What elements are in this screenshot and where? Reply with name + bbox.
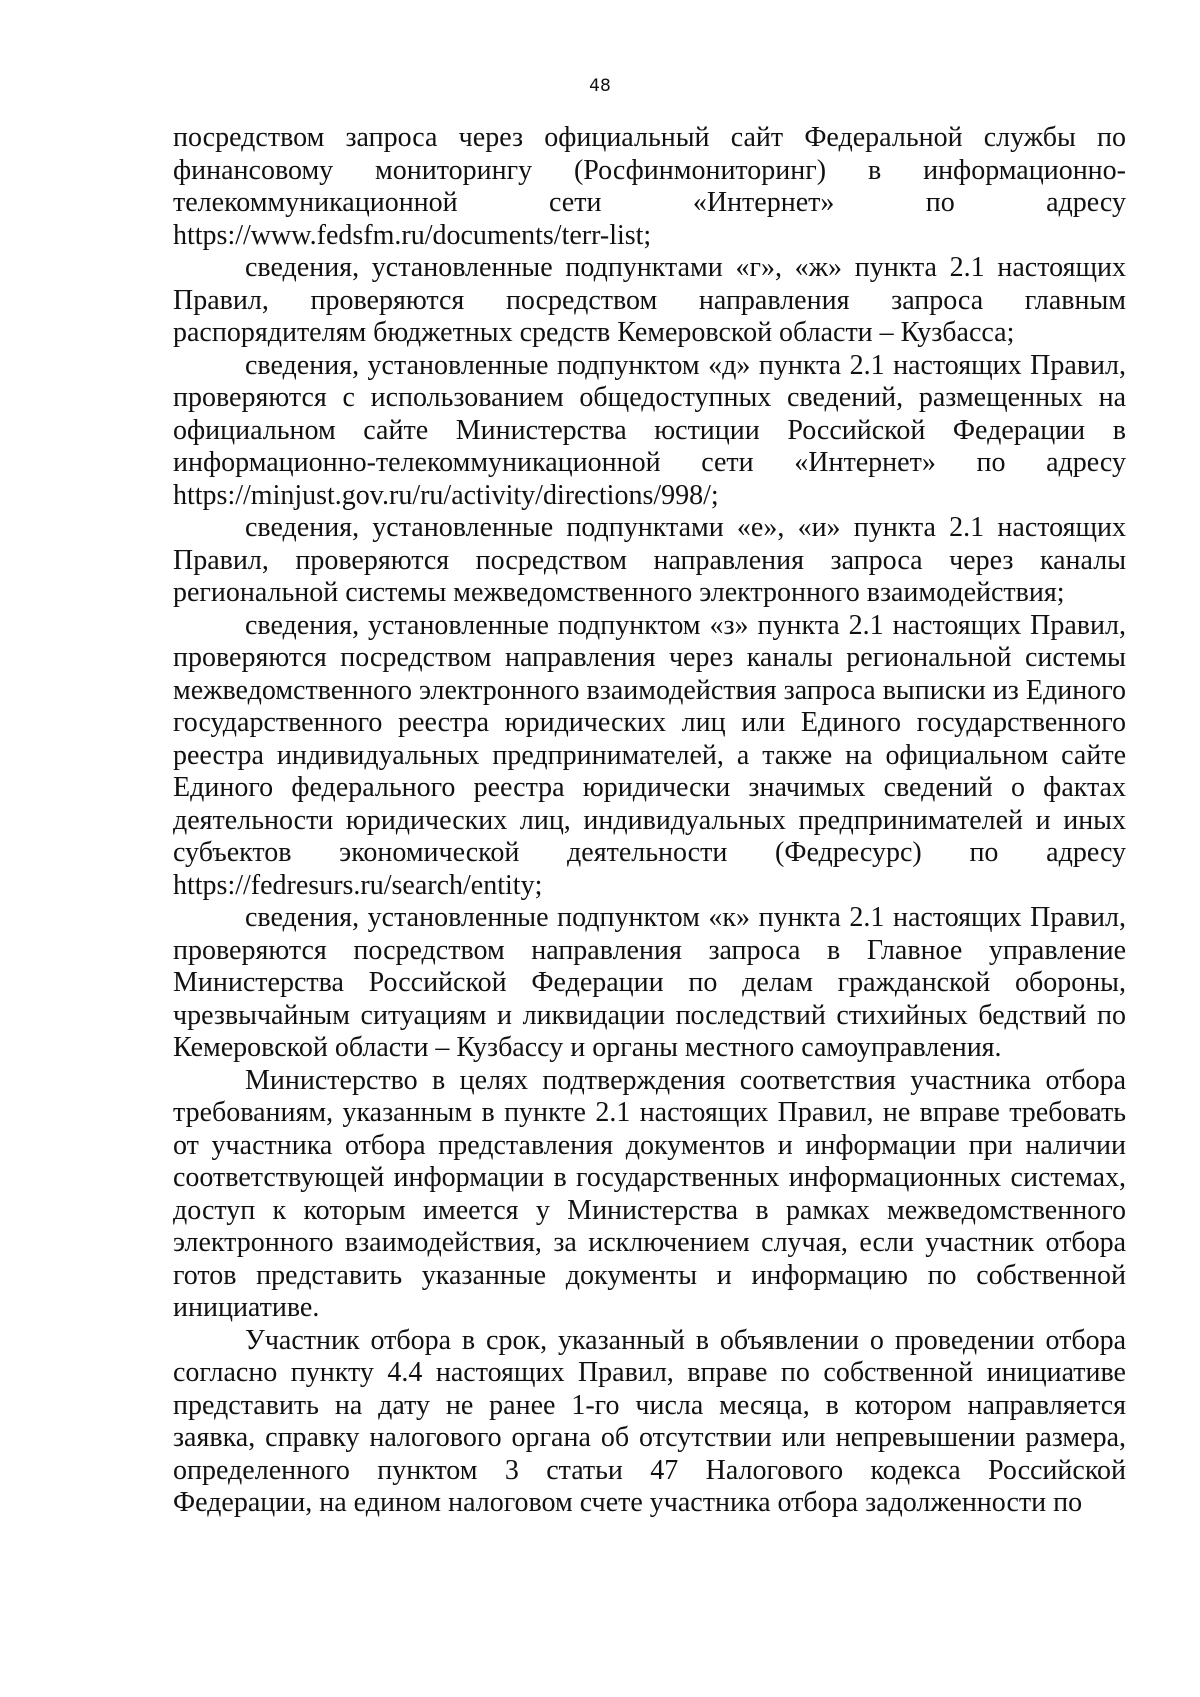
page-number: 48 [589, 76, 611, 96]
paragraph-subitems-e-i: сведения, установленные подпунктами «е», «и» пункта 2.1 настоящих Правил, проверяются посредством направления запроса через каналы региональной системы межведомственного электронного взаимодействия; [173, 512, 1126, 608]
paragraph-subitem-z: сведения, установленные подпунктом «з» пункта 2.1 настоящих Правил, проверяются посредством направления через каналы региональной системы межведомственного электронного взаимодействия запроса выписки из Единого государственного реестра юридических лиц или Единого государственного реестра индивидуальных предпринимателей, а также на официальном сайте Единого федерального реестра юридически значимых сведений о фактах деятельности юридических лиц, индивидуальных предпринимателей и иных субъектов экономической деятельности (Федресурс) по адресу https://fedresurs.ru/search/entity; [173, 609, 1126, 901]
paragraph-tax-certificate: Участник отбора в срок, указанный в объявлении о проведении отбора согласно пункту 4.4 настоящих Правил, вправе по собственной инициативе представить на дату не ранее 1-го числа месяца, в котором направляется заявка, справку налогового органа об отсутствии или непревышении размера, определенного пунктом 3 статьи 47 Налогового кодекса Российской Федерации, на едином налоговом счете участника отбора задолженности по [173, 1324, 1126, 1518]
paragraph-subitem-k: сведения, установленные подпунктом «к» пункта 2.1 настоящих Правил, проверяются посредством направления запроса в Главное управление Министерства Российской Федерации по делам гражданской обороны, чрезвычайным ситуациям и ликвидации последствий стихийных бедствий по Кемеровской области – Кузбассу и органы местного самоуправления. [173, 902, 1126, 1063]
document-body [173, 122, 1126, 1520]
paragraph-subitem-d: сведения, установленные подпунктом «д» пункта 2.1 настоящих Правил, проверяются с использованием общедоступных сведений, размещенных на официальном сайте Министерства юстиции Российской Федерации в информационно-телекоммуникационной сети «Интернет» по адресу https://minjust.gov.ru/ru/activity/directions/998/; [173, 349, 1126, 511]
paragraph-subitems-g-zh: сведения, установленные подпунктами «г», «ж» пункта 2.1 настоящих Правил, проверяются посредством направления запроса главным распорядителям бюджетных средств Кемеровской области – Кузбасса; [173, 252, 1126, 348]
paragraph-fedsfm-request: посредством запроса через официальный сайт Федеральной службы по финансовому мониторингу (Росфинмониторинг) в информационно-телекоммуникационной сети «Интернет» по адресу https://www.fedsfm.ru/documents/terr-list; [173, 122, 1126, 251]
paragraph-ministry-verification: Министерство в целях подтверждения соответствия участника отбора требованиям, указанным в пункте 2.1 настоящих Правил, не вправе требовать от участника отбора представления документов и информации при наличии соответствующей информации в государственных информационных системах, доступ к которым имеется у Министерства в рамках межведомственного электронного взаимодействия, за исключением случая, если участник отбора готов представить указанные документы и информацию по собственной инициативе. [173, 1064, 1126, 1323]
